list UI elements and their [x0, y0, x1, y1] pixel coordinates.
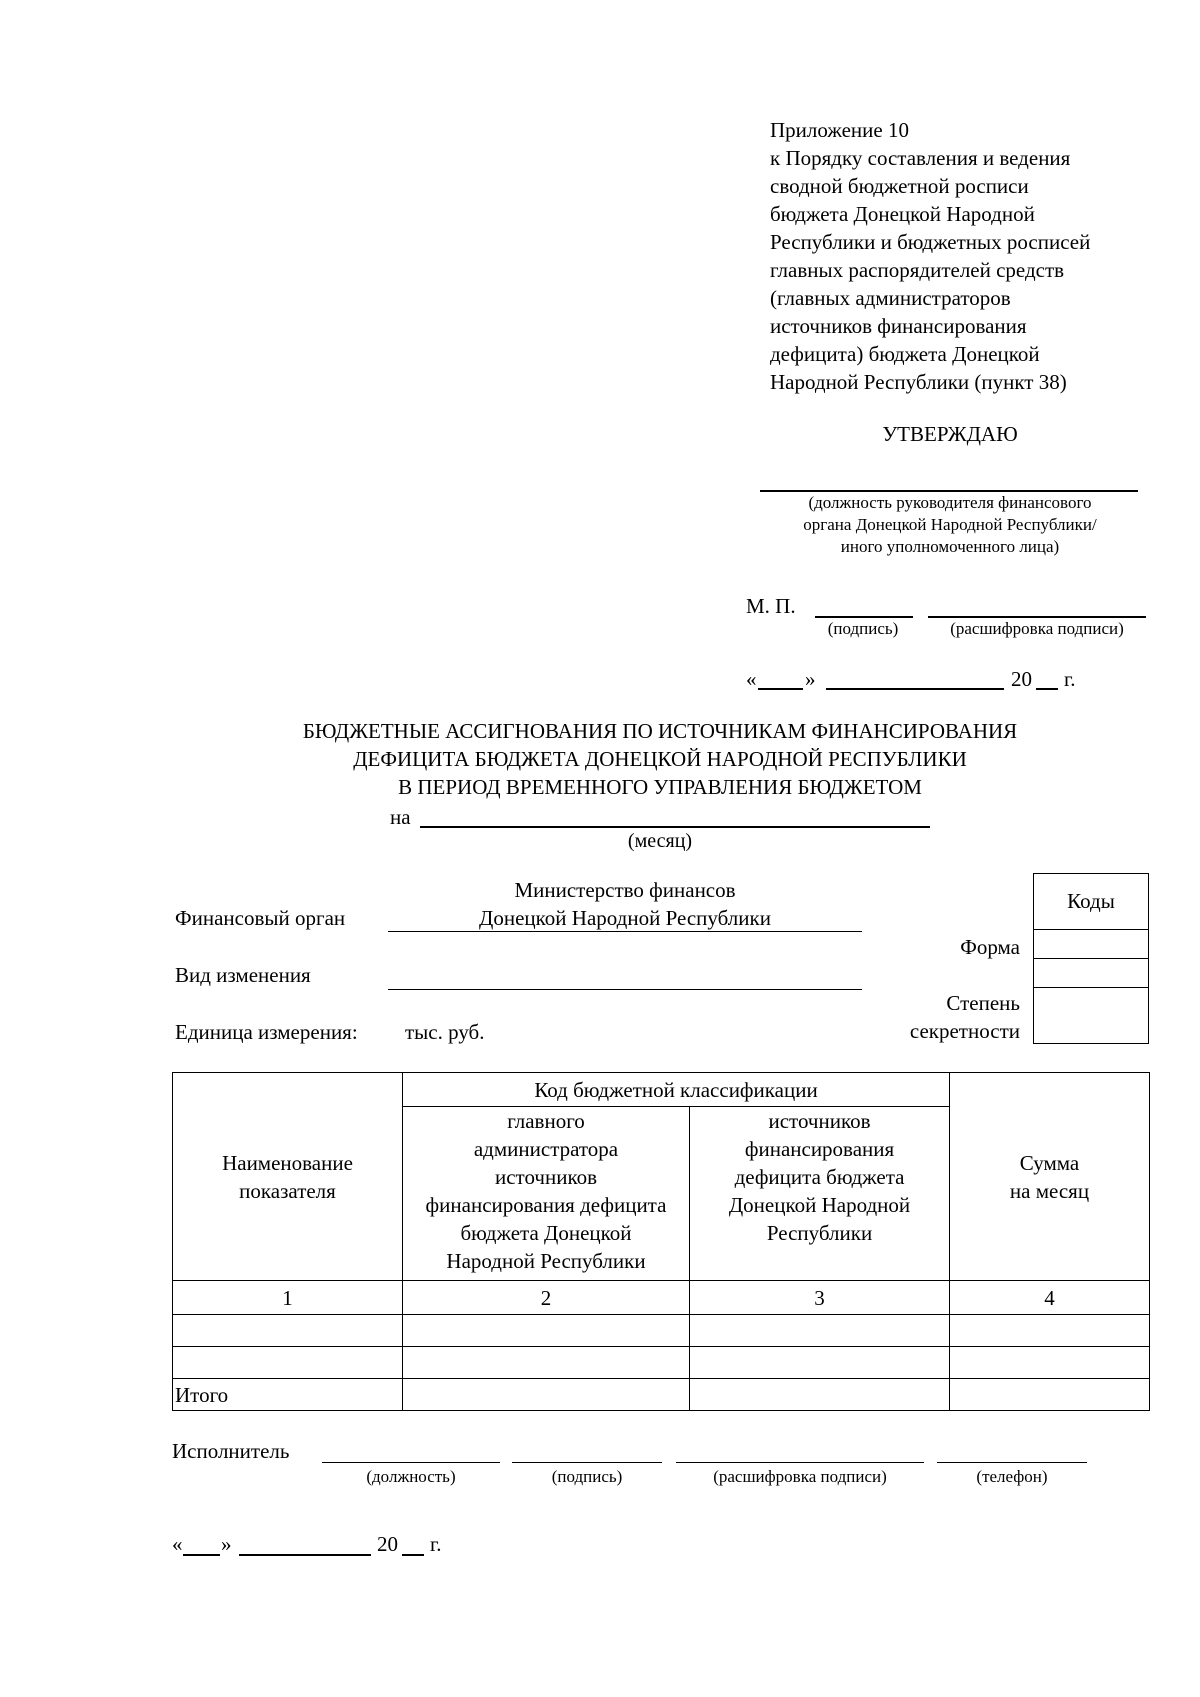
executor-position-line[interactable]: [322, 1462, 500, 1463]
appendix-line: главных распорядителей средств: [770, 258, 1065, 282]
financial-body-label: Финансовый орган: [175, 906, 346, 930]
form-code-cell[interactable]: [1034, 930, 1149, 959]
title-line: БЮДЖЕТНЫЕ АССИГНОВАНИЯ ПО ИСТОЧНИКАМ ФИНАНСИРОВАНИЯ: [302, 719, 1018, 743]
executor-signature-caption: (подпись): [551, 1467, 623, 1486]
secrecy-label: [820, 989, 1020, 1045]
header-line: источников: [768, 1109, 871, 1133]
table-row: [173, 1315, 1150, 1347]
codes-table: [1033, 873, 1149, 1044]
table-cell[interactable]: [403, 1347, 690, 1379]
total-row: [173, 1379, 1150, 1411]
column-number: 3: [690, 1281, 950, 1315]
codes-header: Коды: [1034, 874, 1149, 930]
column-number-row: [173, 1281, 1150, 1315]
table-cell[interactable]: [173, 1315, 403, 1347]
table-cell[interactable]: [950, 1347, 1150, 1379]
header-line: бюджета Донецкой: [460, 1221, 632, 1245]
col4-header: [950, 1073, 1150, 1281]
header-line: главного: [507, 1109, 585, 1133]
header-line: Сумма: [1019, 1150, 1080, 1175]
table-cell[interactable]: [173, 1347, 403, 1379]
executor-phone-line[interactable]: [937, 1462, 1087, 1463]
approval-year-line[interactable]: [1036, 688, 1058, 690]
executor-year-suffix: г.: [430, 1532, 442, 1556]
header-line: Республики: [766, 1221, 873, 1245]
title-line: ДЕФИЦИТА БЮДЖЕТА ДОНЕЦКОЙ НАРОДНОЙ РЕСПУБЛИКИ: [353, 747, 967, 771]
seal-label: М. П.: [746, 594, 796, 618]
column-number: 4: [950, 1281, 1150, 1315]
executor-signature-line[interactable]: [512, 1462, 662, 1463]
table-row: [173, 1347, 1150, 1379]
caption-line: иного уполномоченного лица): [840, 537, 1060, 556]
approval-day-line[interactable]: [758, 688, 803, 690]
approval-month-line[interactable]: [826, 688, 1004, 690]
executor-year-line[interactable]: [402, 1554, 424, 1556]
executor-label: Исполнитель: [172, 1439, 290, 1463]
change-type-label: Вид изменения: [175, 963, 311, 987]
header-line: Наименование: [222, 1150, 353, 1175]
caption-line: органа Донецкой Народной Республики/: [803, 515, 1097, 534]
appendix-line: к Порядку составления и ведения: [770, 146, 1071, 170]
table-cell[interactable]: [690, 1347, 950, 1379]
appendix-block: [770, 116, 1190, 396]
header-line: Донецкой Народной: [728, 1193, 911, 1217]
form-code-cell-2[interactable]: [1034, 959, 1149, 988]
col1-header: [173, 1073, 403, 1281]
header-line: на месяц: [1009, 1178, 1090, 1203]
header-line: финансирования дефицита: [425, 1193, 667, 1217]
header-line: дефицита бюджета: [734, 1165, 905, 1189]
column-number: 1: [173, 1281, 403, 1315]
title-line: В ПЕРИОД ВРЕМЕННОГО УПРАВЛЕНИЯ БЮДЖЕТОМ: [398, 775, 922, 799]
change-type-line[interactable]: [388, 989, 862, 990]
financial-body-value-line: Донецкой Народной Республики: [479, 906, 771, 930]
table-cell[interactable]: [690, 1315, 950, 1347]
header-line: финансирования: [744, 1137, 895, 1161]
header-line: Народной Республики: [446, 1249, 646, 1273]
header-line: источников: [494, 1165, 597, 1189]
financial-body-line[interactable]: [388, 931, 862, 932]
appendix-line: сводной бюджетной росписи: [770, 174, 1029, 198]
form-label: Форма: [960, 935, 1020, 959]
header-line: показателя: [239, 1178, 336, 1203]
secrecy-label-line: Степень: [946, 991, 1020, 1015]
appendix-line: источников финансирования: [770, 314, 1027, 338]
col3-header: [690, 1107, 950, 1281]
month-caption: (месяц): [627, 830, 693, 852]
assignments-table: [172, 1072, 1150, 1411]
header-line: администратора: [473, 1137, 619, 1161]
executor-date-close-quote: »: [221, 1532, 232, 1556]
executor-decoding-line[interactable]: [676, 1462, 924, 1463]
secrecy-code-cell[interactable]: [1034, 988, 1149, 1044]
approver-decoding-caption: (расшифровка подписи): [950, 619, 1124, 638]
financial-body-value-line: Министерство финансов: [514, 878, 736, 902]
executor-position-caption: (должность): [366, 1467, 456, 1486]
approval-date-close-quote: »: [805, 667, 816, 691]
approver-signature-caption: (подпись): [827, 619, 899, 638]
approver-position-caption: [750, 492, 1150, 558]
appendix-line: дефицита) бюджета Донецкой: [770, 342, 1040, 366]
secrecy-label-line: секретности: [909, 1019, 1020, 1043]
table-cell[interactable]: [403, 1379, 690, 1411]
financial-body-value: [388, 876, 862, 932]
executor-date-open-quote: «: [172, 1532, 183, 1556]
table-cell[interactable]: [403, 1315, 690, 1347]
appendix-line: бюджета Донецкой Народной: [770, 202, 1035, 226]
table-cell[interactable]: [950, 1379, 1150, 1411]
classification-group-header: Код бюджетной классификации: [403, 1073, 950, 1107]
unit-label: Единица измерения:: [175, 1020, 358, 1044]
appendix-line: (главных администраторов: [770, 286, 1011, 310]
col2-header: [403, 1107, 690, 1281]
caption-line: (должность руководителя финансового: [808, 493, 1092, 512]
approval-year-suffix: г.: [1064, 667, 1076, 691]
executor-year-prefix: 20: [377, 1532, 398, 1556]
executor-month-line[interactable]: [239, 1554, 371, 1556]
approval-year-prefix: 20: [1011, 667, 1032, 691]
table-cell[interactable]: [950, 1315, 1150, 1347]
approval-date-open-quote: «: [746, 667, 757, 691]
appendix-line: Народной Республики (пункт 38): [770, 370, 1067, 394]
approval-heading: УТВЕРЖДАЮ: [882, 422, 1018, 446]
page-title: [100, 717, 1200, 801]
total-label: Итого: [173, 1379, 403, 1411]
appendix-line: Республики и бюджетных росписей: [770, 230, 1091, 254]
table-cell[interactable]: [690, 1379, 950, 1411]
on-label: на: [390, 805, 411, 829]
unit-value: тыс. руб.: [405, 1020, 485, 1044]
executor-day-line[interactable]: [183, 1554, 220, 1556]
appendix-title: Приложение 10: [770, 118, 909, 142]
executor-decoding-caption: (расшифровка подписи): [713, 1467, 887, 1486]
column-number: 2: [403, 1281, 690, 1315]
executor-phone-caption: (телефон): [976, 1467, 1048, 1486]
